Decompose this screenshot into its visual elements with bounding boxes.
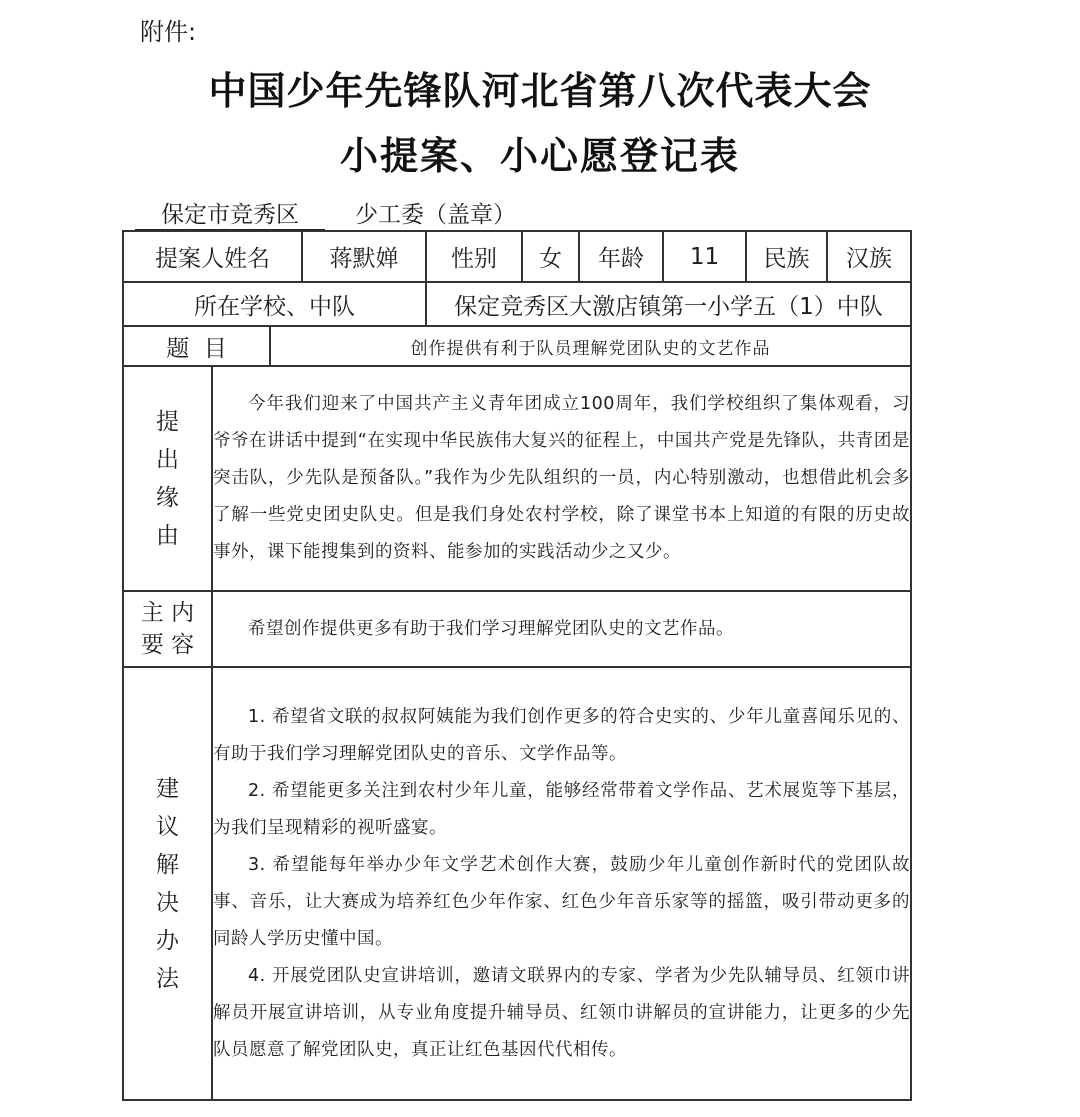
content-label-line: 要 容 xyxy=(140,632,195,658)
ethnicity-value: 汉族 xyxy=(827,231,911,282)
attachment-label: 附件: xyxy=(140,18,197,46)
content-text: 希望创作提供更多有助于我们学习理解党团队史的文艺作品。 xyxy=(248,618,734,639)
document-title-line1: 中国少年先锋队河北省第八次代表大会 xyxy=(208,69,872,113)
content-row xyxy=(123,591,911,667)
suggestion-item: 1. 希望省文联的叔叔阿姨能为我们创作更多的符合史实的、少年儿童喜闻乐见的、有助于我们学习理解党团队史的音乐、文学作品等。 xyxy=(213,706,910,764)
reason-text-cell xyxy=(212,366,911,591)
suggestion-label-char: 建 xyxy=(156,775,179,802)
topic-row xyxy=(123,326,911,366)
content-text-cell xyxy=(212,591,911,667)
suggestion-label-char: 办 xyxy=(156,927,179,954)
reason-label xyxy=(123,366,212,591)
reason-label-char: 缘 xyxy=(156,484,179,511)
school-row xyxy=(123,282,911,326)
gender-value: 女 xyxy=(522,231,579,282)
content-label xyxy=(123,591,212,667)
age-label: 年龄 xyxy=(579,231,663,282)
reason-row xyxy=(123,366,911,591)
content-label-line: 主 内 xyxy=(140,600,195,626)
suggestion-item: 4. 开展党团队史宣讲培训，邀请文联界内的专家、学者为少先队辅导员、红领巾讲解员开展宣讲培训，从专业角度提升辅导员、红领巾讲解员的宣讲能力，让更多的少先队员愿意了解党团队史，真正让红色基因代代相传。 xyxy=(213,965,910,1060)
name-value: 蒋默婵 xyxy=(302,231,426,282)
reason-label-char: 由 xyxy=(156,522,179,549)
suggestion-item: 2. 希望能更多关注到农村少年儿童，能够经常带着文学作品、艺术展览等下基层，为我们呈现精彩的视听盛宴。 xyxy=(213,780,910,838)
suggestion-label-char: 议 xyxy=(156,813,179,840)
suggestion-row xyxy=(123,667,911,1100)
age-value: 11 xyxy=(663,231,746,282)
gender-label: 性别 xyxy=(426,231,522,282)
school-label: 所在学校、中队 xyxy=(123,282,426,326)
topic-label: 题 目 xyxy=(123,326,270,366)
name-label: 提案人姓名 xyxy=(123,231,302,282)
reason-text: 今年我们迎来了中国共产主义青年团成立100周年，我们学校组织了集体观看，习爷爷在讲话中提到“在实现中华民族伟大复兴的征程上，中国共产党是先锋队，共青团是突击队，少先队是预备队。”我作为少先队组织的一员，内心特别激动，也想借此机会多了解一些党史团史队史。但是我们身处农村学校，除了课堂书本上知道的有限的历史故事外，课下能搜集到的资料、能参加的实践活动少之又少。 xyxy=(213,394,910,562)
suggestion-label-char: 法 xyxy=(156,965,179,992)
document-title-line2: 小提案、小心愿登记表 xyxy=(339,134,740,178)
suggestion-label-char: 解 xyxy=(156,851,179,878)
unit-org: 少工委（盖章） xyxy=(355,202,516,228)
unit-line xyxy=(135,196,516,230)
reason-label-char: 出 xyxy=(156,446,179,473)
reason-label-char: 提 xyxy=(156,408,179,435)
suggestion-item: 3. 希望能每年举办少年文学艺术创作大赛，鼓励少年儿童创作新时代的党团队故事、音乐，让大赛成为培养红色少年作家、红色少年音乐家等的摇篮，吸引带动更多的同龄人学历史懂中国。 xyxy=(213,854,910,949)
suggestion-label-char: 决 xyxy=(156,889,179,916)
registration-form-table xyxy=(122,230,912,1101)
school-value: 保定竞秀区大激店镇第一小学五（1）中队 xyxy=(426,282,911,326)
topic-value: 创作提供有利于队员理解党团队史的文艺作品 xyxy=(270,326,911,366)
ethnicity-label: 民族 xyxy=(746,231,827,282)
suggestion-label xyxy=(123,667,212,1100)
applicant-row xyxy=(123,231,911,282)
suggestion-text-cell xyxy=(212,667,911,1100)
unit-name: 保定市竞秀区 xyxy=(135,196,325,230)
